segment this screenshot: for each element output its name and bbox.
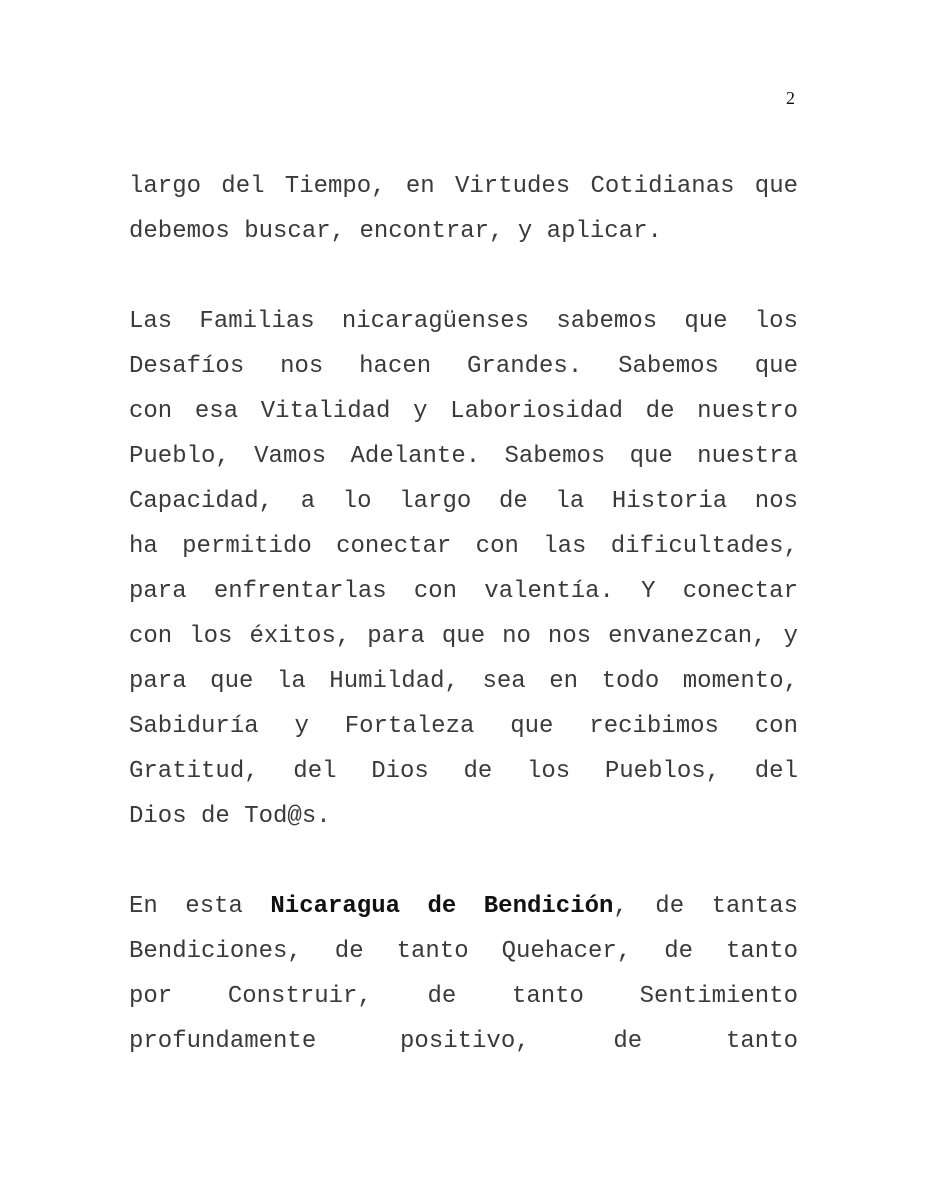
text-line: Dios de Tod@s. <box>129 803 331 830</box>
paragraph-spacer <box>129 254 798 299</box>
text-line: debemos buscar, encontrar, y aplicar. <box>129 218 662 245</box>
text-segment: En esta <box>129 893 271 920</box>
text-line: con los éxitos, para que no nos envanezcan, y <box>129 623 798 650</box>
paragraph-3 <box>129 884 798 1064</box>
text-line: largo del Tiempo, en Virtudes Cotidianas que <box>129 173 798 200</box>
text-line: Gratitud, del Dios de los Pueblos, del <box>129 758 798 785</box>
text-line: por Construir, de tanto Sentimiento <box>129 983 798 1010</box>
paragraph-spacer <box>129 839 798 884</box>
text-line: Desafíos nos hacen Grandes. Sabemos que <box>129 353 798 380</box>
paragraph-2 <box>129 299 798 839</box>
document-body <box>129 164 798 1064</box>
text-line-with-emphasis <box>129 884 798 929</box>
text-line: Capacidad, a lo largo de la Historia nos <box>129 488 798 515</box>
text-line: ha permitido conectar con las dificultades, <box>129 533 798 560</box>
text-line: Bendiciones, de tanto Quehacer, de tanto <box>129 938 798 965</box>
paragraph-1 <box>129 164 798 254</box>
page-number: 2 <box>786 88 795 108</box>
text-line: profundamente positivo, de tanto <box>129 1028 798 1055</box>
text-line: con esa Vitalidad y Laboriosidad de nuestro <box>129 398 798 425</box>
text-line: Sabiduría y Fortaleza que recibimos con <box>129 713 798 740</box>
text-line: Las Familias nicaragüenses sabemos que los <box>129 308 798 335</box>
text-line: para que la Humildad, sea en todo momento, <box>129 668 798 695</box>
emphasis-text: Nicaragua de Bendición <box>270 893 614 920</box>
text-line: para enfrentarlas con valentía. Y conectar <box>129 578 798 605</box>
text-segment: , de tantas <box>613 893 798 920</box>
text-line: Pueblo, Vamos Adelante. Sabemos que nuestra <box>129 443 798 470</box>
